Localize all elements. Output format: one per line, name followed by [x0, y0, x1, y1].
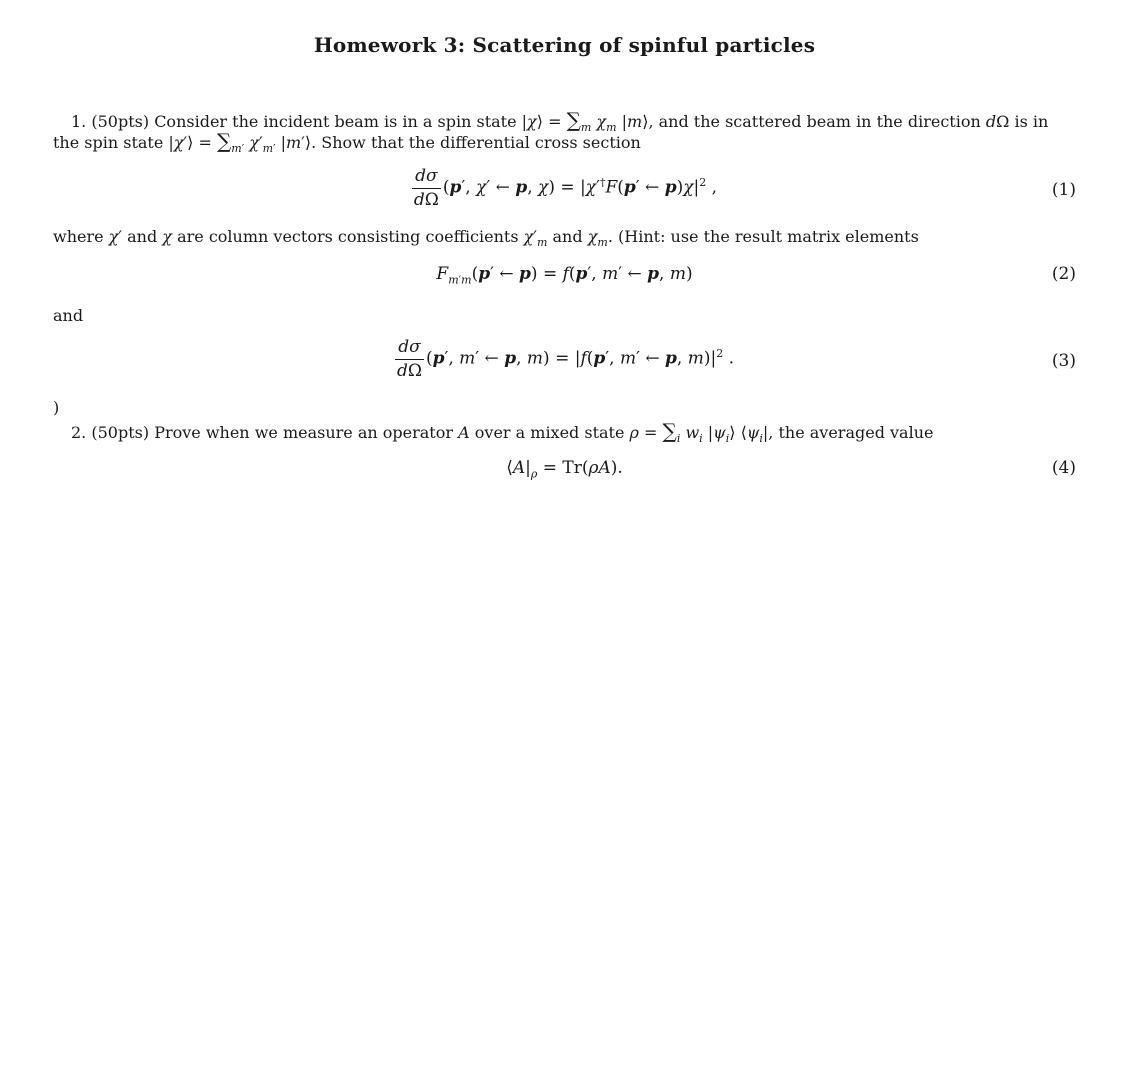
equation-1-body: $\frac{d\sigma}{d\Omega}$ (p′, χ′ ← p, χ) = |χ′†F(p′ ← $p)\chi|^2$ , — [413, 166, 718, 210]
equation-2-number: (2) — [1051, 264, 1076, 284]
equation-2-body: $F_{m'm}(p'$ ← p) = f(p′, m′ ← p, m) — [436, 264, 693, 287]
math-incident-state: |χ⟩ = $\sum_m$ $\chi_m$ |m⟩ — [521, 108, 649, 135]
equation-1-number: (1) — [1051, 180, 1076, 200]
problem-1-number: 1. — [71, 112, 87, 131]
problem-1-hint-line: where χ′ and χ are column vectors consisting coefficients $\chi'_m$ and $\chi_m$. (Hint: use the result matrix elements — [53, 227, 919, 250]
equation-4 — [0, 456, 1129, 512]
math-scattered-state: |χ′⟩ = $\sum_{m'}$ $\chi'_{m'}$ |m′⟩ — [168, 129, 312, 156]
equation-3-number: (3) — [1051, 351, 1076, 371]
equation-4-body: $⟨A|_\rho = Tr(\rho A)$. — [506, 458, 623, 481]
and-word: and — [53, 306, 84, 325]
problem-1-line-2: the spin state |χ′⟩ = $\sum_{m'}$ $\chi'_{m'}$ |m′⟩. Show that the differential cross section — [53, 129, 641, 156]
problem-1-points: (50pts) — [91, 112, 150, 131]
equation-3 — [0, 336, 1129, 392]
problem-2-points: (50pts) — [91, 423, 150, 442]
document-title: Homework 3: Scattering of spinful particles — [313, 33, 816, 57]
problem-1-line-1: 1. (50pts) Consider the incident beam is in a spin state |χ⟩ = $\sum_m$ $\chi_m$ |m⟩, and the scattered beam in the direction dΩ is in — [71, 108, 1049, 135]
equation-4-number: (4) — [1051, 458, 1076, 478]
equation-1 — [0, 165, 1129, 221]
math-mixed-state: $\rho = \sum_i$ $w_i$ $|\psi_i⟩$ $⟨\psi_i|$ — [629, 419, 769, 446]
fraction-dsigma-domega: $\frac{d\sigma}{d\Omega}$ — [396, 337, 422, 381]
equation-3-body: $\frac{d\sigma}{d\Omega}$ (p′, m′ ← p, m) = |f(p′, m′ ← p, $m)|^2$ . — [396, 337, 735, 381]
fraction-dsigma-domega: $\frac{d\sigma}{d\Omega}$ — [413, 166, 439, 210]
math-solid-angle: dΩ — [985, 112, 1010, 131]
problem-2-line: 2. (50pts) Prove when we measure an operator A over a mixed state $\rho = \sum_i$ $w_i$ $|\psi_i⟩$ $⟨\psi_i|$, the averaged value — [71, 419, 934, 446]
closing-paren: ) — [53, 398, 60, 417]
equation-2 — [0, 262, 1129, 318]
problem-2-number: 2. — [71, 423, 87, 442]
